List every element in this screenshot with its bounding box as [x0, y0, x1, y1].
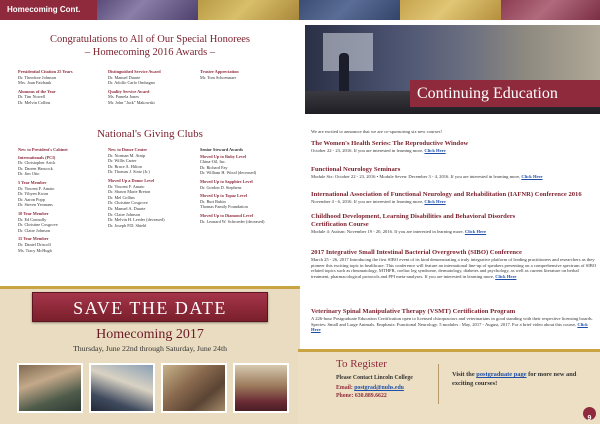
honorees-column-3 — [200, 69, 290, 80]
member-name: Dr. Shawn Marie Breton — [108, 189, 151, 195]
ce-intro-text: We are excited to announce that we are co-sponsoring six new courses! — [311, 129, 442, 134]
giving-column-3 — [200, 147, 295, 224]
register-heading: To Register — [336, 358, 387, 370]
course-title: International Association of Functional Neurology and Rehabilitation (IAFNR) Conference 2016 — [311, 191, 582, 198]
email-label: Email: — [336, 385, 353, 391]
club-heading: New to President's Cabinet — [18, 147, 68, 152]
course-title: The Women's Health Series: The Reproductive Window — [311, 140, 469, 147]
course-item — [311, 249, 597, 280]
club-heading: Moved Up a Donor Level — [108, 177, 155, 183]
giving-heading: National's Giving Clubs — [97, 128, 203, 140]
member-name: Dr. Gordon D. Stephens — [200, 184, 242, 190]
save-the-date-text: SAVE THE DATE — [73, 298, 227, 318]
member-name: Dr. Richard Fay — [200, 164, 228, 170]
course-title: Childhood Development, Learning Disabilities and Behavioral Disorders Certification Course — [311, 213, 516, 228]
course-link[interactable]: Click Here — [495, 274, 517, 280]
honoree-name: Mr. Tom Schoenauer — [200, 74, 237, 80]
course-title: Veterinary Spinal Manipulative Therapy (VSMT) Certification Program — [311, 308, 516, 315]
postgraduate-callout — [452, 371, 577, 388]
course-link[interactable]: Click Here — [424, 199, 446, 204]
member-name: Dr. Claire Johnson — [18, 227, 51, 233]
member-name: Dr. Willis Carter — [108, 158, 137, 164]
event-photo — [233, 363, 289, 413]
honoree-name: Dr. Melvin Collins — [18, 99, 51, 105]
honorees-column-1 — [18, 69, 106, 106]
member-name: Dr. Norman M. Atnip — [108, 152, 146, 158]
member-name: Thomas Family Foundation — [200, 204, 248, 210]
member-name: Dr. Manuel A. Duarte — [108, 205, 146, 211]
member-name: Dr. Daniel Driscoll — [18, 241, 51, 247]
fabric-swatch — [97, 0, 198, 20]
club-heading: Senior Steward Awards — [200, 147, 244, 152]
club-heading: 15 Year Member — [18, 236, 49, 242]
member-name: Dr. Christopher Arick — [18, 160, 56, 166]
honoree-name: Ms. Pamela Jones — [108, 94, 139, 100]
award-heading: Alumnus of the Year — [18, 88, 56, 94]
honoree-name: Dr. Theodore Johnson — [18, 74, 56, 80]
register-email-row — [336, 384, 404, 392]
club-heading: Moved Up to Sapphire Level — [200, 178, 253, 184]
homecoming-dates: Thursday, June 22nd through Saturday, June 24th — [72, 344, 228, 353]
course-link[interactable]: Click Here — [464, 229, 487, 234]
member-name: Dr. Joseph P.D. Shiehl — [108, 222, 147, 228]
postgraduate-page-link[interactable]: postgraduate page — [476, 371, 527, 378]
honorees-heading — [0, 34, 300, 59]
honorees-heading-line1: Congratulations to All of Our Special Honorees — [49, 34, 251, 45]
visit-pre: Visit the — [452, 371, 475, 378]
page-number: 9 — [587, 415, 592, 422]
member-name: Dr. Thomas J. Stotz (Jr.) — [108, 169, 150, 175]
divider — [438, 364, 439, 404]
fabric-swatch — [299, 0, 400, 20]
course-details: A 226-hour Postgraduate Education Certification open to licensed chiropractors and veterinarians in good standing with their respective licensing boards. Species: Small and Large Animals. Emphasis: Functional Neurology. 5 modules : May, 2017 - August, 2017. For a brief video about this course, — [311, 316, 593, 327]
honoree-name: Mrs. Joan Fairbank — [18, 80, 52, 86]
visit-post: for more new and exciting courses! — [452, 371, 577, 387]
member-name: Dr. Darren Hancock — [18, 165, 53, 171]
member-name: Dr. Christine Cosgrove — [18, 222, 58, 228]
award-heading: Distinguished Service Award — [108, 69, 161, 74]
award-heading: Trustee Appreciation — [200, 69, 239, 74]
award-heading: Quality Service Award — [108, 88, 150, 94]
register-contact: Please Contact Lincoln College — [336, 375, 413, 381]
club-heading: Internationals (PCI) — [18, 154, 56, 160]
course-link[interactable]: Click Here — [424, 148, 446, 153]
club-heading: Moved Up to Ruby Level — [200, 153, 247, 159]
course-details: Module 4: Autism: November 19 - 20, 2016. If you are interested in learning more, — [311, 229, 464, 234]
course-details: October 22 - 23, 2016. If you are interested in learning more, — [311, 148, 424, 153]
course-link[interactable]: Click Here — [311, 321, 588, 333]
member-name: Dr. Ed Connolly — [18, 216, 47, 222]
ce-heading: Continuing Education — [417, 85, 558, 102]
course-item — [311, 166, 597, 180]
phone-number: 630.889.6622 — [354, 393, 387, 399]
member-name: Dr. Mel Collins — [108, 194, 135, 200]
honoree-name: Mr. John "Jack" Makowski — [108, 99, 155, 105]
register-box — [298, 349, 600, 424]
course-item — [311, 308, 597, 333]
member-name: Dr. Claire Johnson — [108, 211, 141, 217]
save-the-date-panel — [0, 286, 300, 424]
course-item — [311, 191, 597, 205]
course-item — [311, 213, 597, 235]
club-heading: New to Donor Center — [108, 147, 148, 152]
page-number-badge — [583, 407, 596, 420]
ce-intro — [311, 129, 597, 135]
course-details: March 25 - 26, 2017 Introducing the first SIBO event of its kind demonstrating a truly integrative platform of leading practitioners and researchers as they pioneer this exciting topic in healthcare. This conference will feature an international line-up of speakers presenting on a comprehensive spectrum of SIBO related topics such as rheumatology, MTHFR, coeliac leg syndrome, dermatology, diabetes and psychology, as well as current literature on herbal treatment, pharmacological protocols and PPI meta-analyses. If you are interested in learning more, — [311, 257, 597, 280]
email-link[interactable]: postgrad@nuhs.edu — [354, 385, 404, 391]
course-item — [311, 140, 597, 154]
fabric-swatch — [198, 0, 299, 20]
member-name: China-Oil, Inc. — [200, 159, 226, 165]
event-photo — [161, 363, 227, 413]
member-name: Dr. William H. Wood (deceased) — [200, 170, 257, 176]
member-name: Dr. Vincent F. Amato — [108, 183, 145, 189]
save-the-date-banner — [32, 292, 268, 322]
course-link[interactable]: Click Here — [521, 174, 543, 179]
honorees-heading-line2: – Homecoming 2016 Awards – — [84, 46, 216, 58]
club-heading: Moved Up to Topaz Level — [200, 193, 248, 199]
award-heading: Presidential Citation 25 Years — [18, 69, 73, 74]
honoree-name: Dr. Tim Nowell — [18, 94, 46, 100]
giving-column-1 — [18, 147, 106, 253]
register-phone-row — [336, 392, 387, 400]
member-name: Dr. Aaron Popp — [18, 196, 45, 202]
homecoming-title: Homecoming 2017 — [96, 327, 204, 342]
member-name: Dr. Jim Otto — [18, 171, 40, 177]
phone-label: Phone: — [336, 393, 354, 399]
member-name: Dr. Christine Cosgrove — [108, 200, 148, 206]
speaker-figure — [339, 53, 349, 93]
course-details: Module Six: October 22 - 23, 2016 • Module Seven: December 3 - 4, 2016. If you are interested in learning more, — [311, 174, 521, 179]
member-name: Ms. Tracy McHugh — [18, 247, 52, 253]
course-title: 2017 Integrative Small Intestinal Bacterial Overgrowth (SIBO) Conference — [311, 249, 522, 256]
honoree-name: Dr. Adolfo Carlo Ombagno — [108, 80, 156, 86]
member-name: Dr. Bruce A. Hilton — [108, 163, 142, 169]
club-heading: Moved Up to Diamond Level — [200, 212, 253, 218]
event-photo — [89, 363, 155, 413]
course-details: November 4 - 6, 2016. If you are interested in learning more, — [311, 199, 424, 204]
course-title: Functional Neurology Seminars — [311, 166, 401, 173]
member-name: Dr. Melvin H. Leeder (deceased) — [108, 217, 165, 223]
honoree-name: Dr. Manuel Duarte — [108, 74, 141, 80]
giving-column-2 — [108, 147, 198, 228]
fabric-swatch — [400, 0, 501, 20]
honorees-column-2 — [108, 69, 198, 106]
club-heading: 5 Year Member — [18, 179, 47, 185]
member-name: Dr. Vincent F. Amato — [18, 185, 55, 191]
section-tab: Homecoming Cont. — [0, 0, 97, 20]
ce-heading-bar — [410, 80, 600, 107]
fabric-swatch — [501, 0, 600, 20]
club-heading: 10 Year Member — [18, 210, 49, 216]
member-name: Dr. Steven Yeomans — [18, 202, 53, 208]
member-name: Dr. Burt Rubin — [200, 198, 226, 204]
member-name: Dr. Leonard W. Schroeder (deceased) — [200, 218, 265, 224]
member-name: Dr. Yibyen Kwon — [18, 191, 49, 197]
event-photo — [17, 363, 83, 413]
